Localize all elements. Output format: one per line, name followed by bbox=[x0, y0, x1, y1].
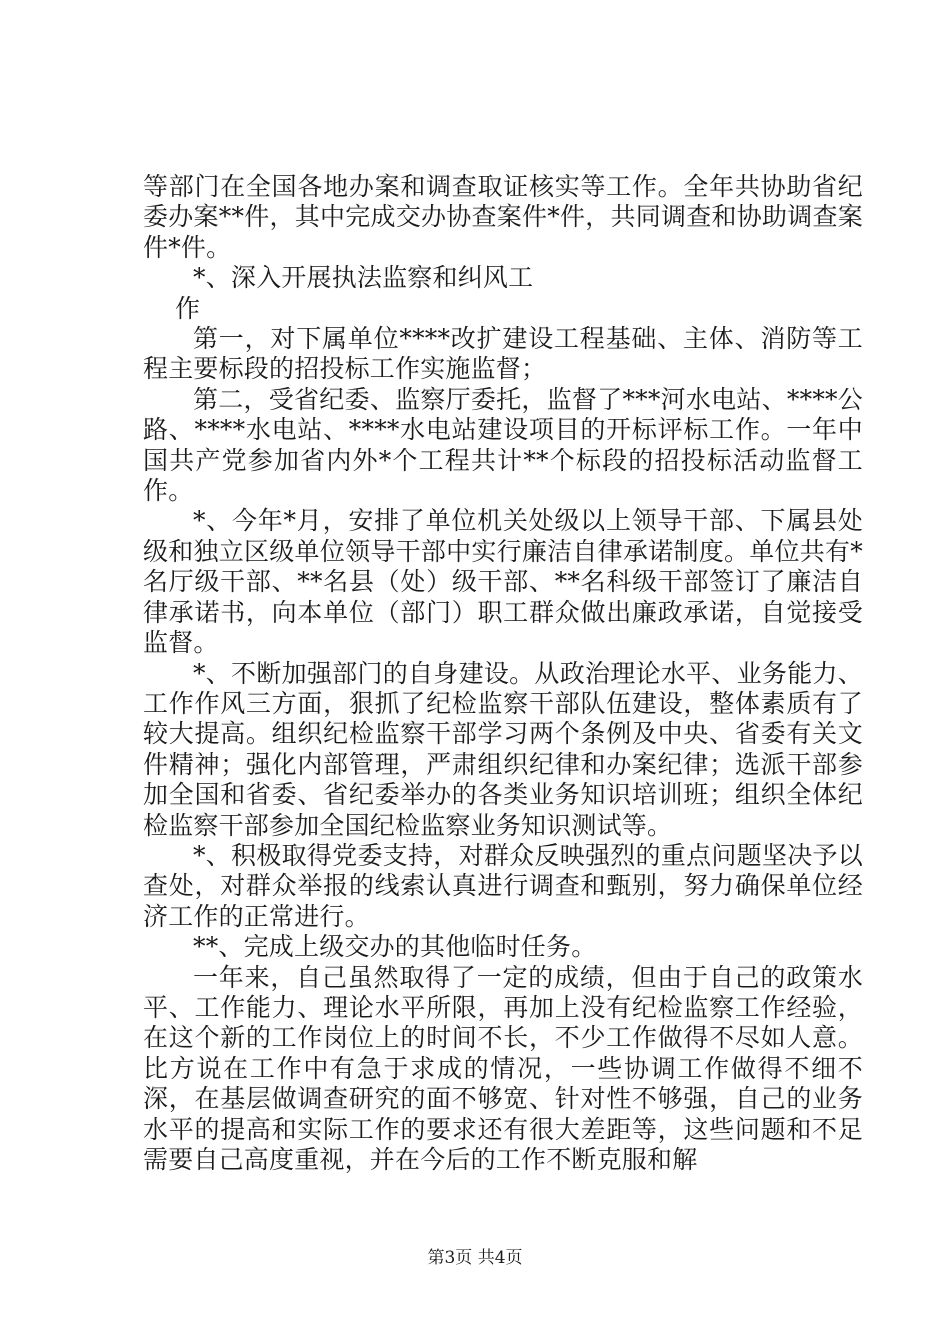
paragraph-integrity-commitment: *、今年*月，安排了单位机关处级以上领导干部、下属县处级和独立区级单位领导干部中实行廉洁自律承诺制度。单位共有*名厅级干部、**名县（处）级干部、**名科级干部签订了廉洁自律承诺书，向本单位（部门）职工群众做出廉政承诺，自觉接受监督。 bbox=[143, 506, 863, 658]
paragraph-continuation: 等部门在全国各地办案和调查取证核实等工作。全年共协助省纪委办案**件，其中完成交办协查案件*件，共同调查和协助调查案件*件。 bbox=[143, 172, 863, 262]
paragraph-second-item: 第二，受省纪委、监察厅委托，监督了***河水电站、****公路、****水电站、****水电站建设项目的开标评标工作。一年中国共产党参加省内外*个工程共计**个标段的招投标活动监督工作。 bbox=[143, 384, 863, 506]
document-body bbox=[143, 172, 863, 1175]
paragraph-party-support: *、积极取得党委支持，对群众反映强烈的重点问题坚决予以查处，对群众举报的线索认真进行调查和甄别，努力确保单位经济工作的正常进行。 bbox=[143, 840, 863, 931]
paragraph-self-building: *、不断加强部门的自身建设。从政治理论水平、业务能力、工作作风三方面，狠抓了纪检监察干部队伍建设，整体素质有了较大提高。组织纪检监察干部学习两个条例及中央、省委有关文件精神；强化内部管理，严肃组织纪律和办案纪律；选派干部参加全国和省委、省纪委举办的各类业务知识培训班；组织全体纪检监察干部参加全国纪检监察业务知识测试等。 bbox=[143, 658, 863, 840]
paragraph-shortcomings: 一年来，自己虽然取得了一定的成绩，但由于自己的政策水平、工作能力、理论水平所限，再加上没有纪检监察工作经验，在这个新的工作岗位上的时间不长，不少工作做得不尽如人意。比方说在工作中有急于求成的情况，一些协调工作做得不细不深，在基层做调查研究的面不够宽、针对性不够强，自己的业务水平的提高和实际工作的要求还有很大差距等，这些问题和不足需要自己高度重视，并在今后的工作不断克服和解 bbox=[143, 962, 863, 1174]
page-footer: 第3页 共4页 bbox=[427, 1248, 523, 1268]
paragraph-first-item: 第一，对下属单位****改扩建设工程基础、主体、消防等工程主要标段的招投标工作实施监督； bbox=[143, 324, 863, 384]
paragraph-temporary-tasks: **、完成上级交办的其他临时任务。 bbox=[193, 932, 597, 962]
section-heading-wrap: 作 bbox=[175, 293, 201, 323]
section-heading-law-enforcement: *、深入开展执法监察和纠风工 bbox=[193, 263, 534, 293]
